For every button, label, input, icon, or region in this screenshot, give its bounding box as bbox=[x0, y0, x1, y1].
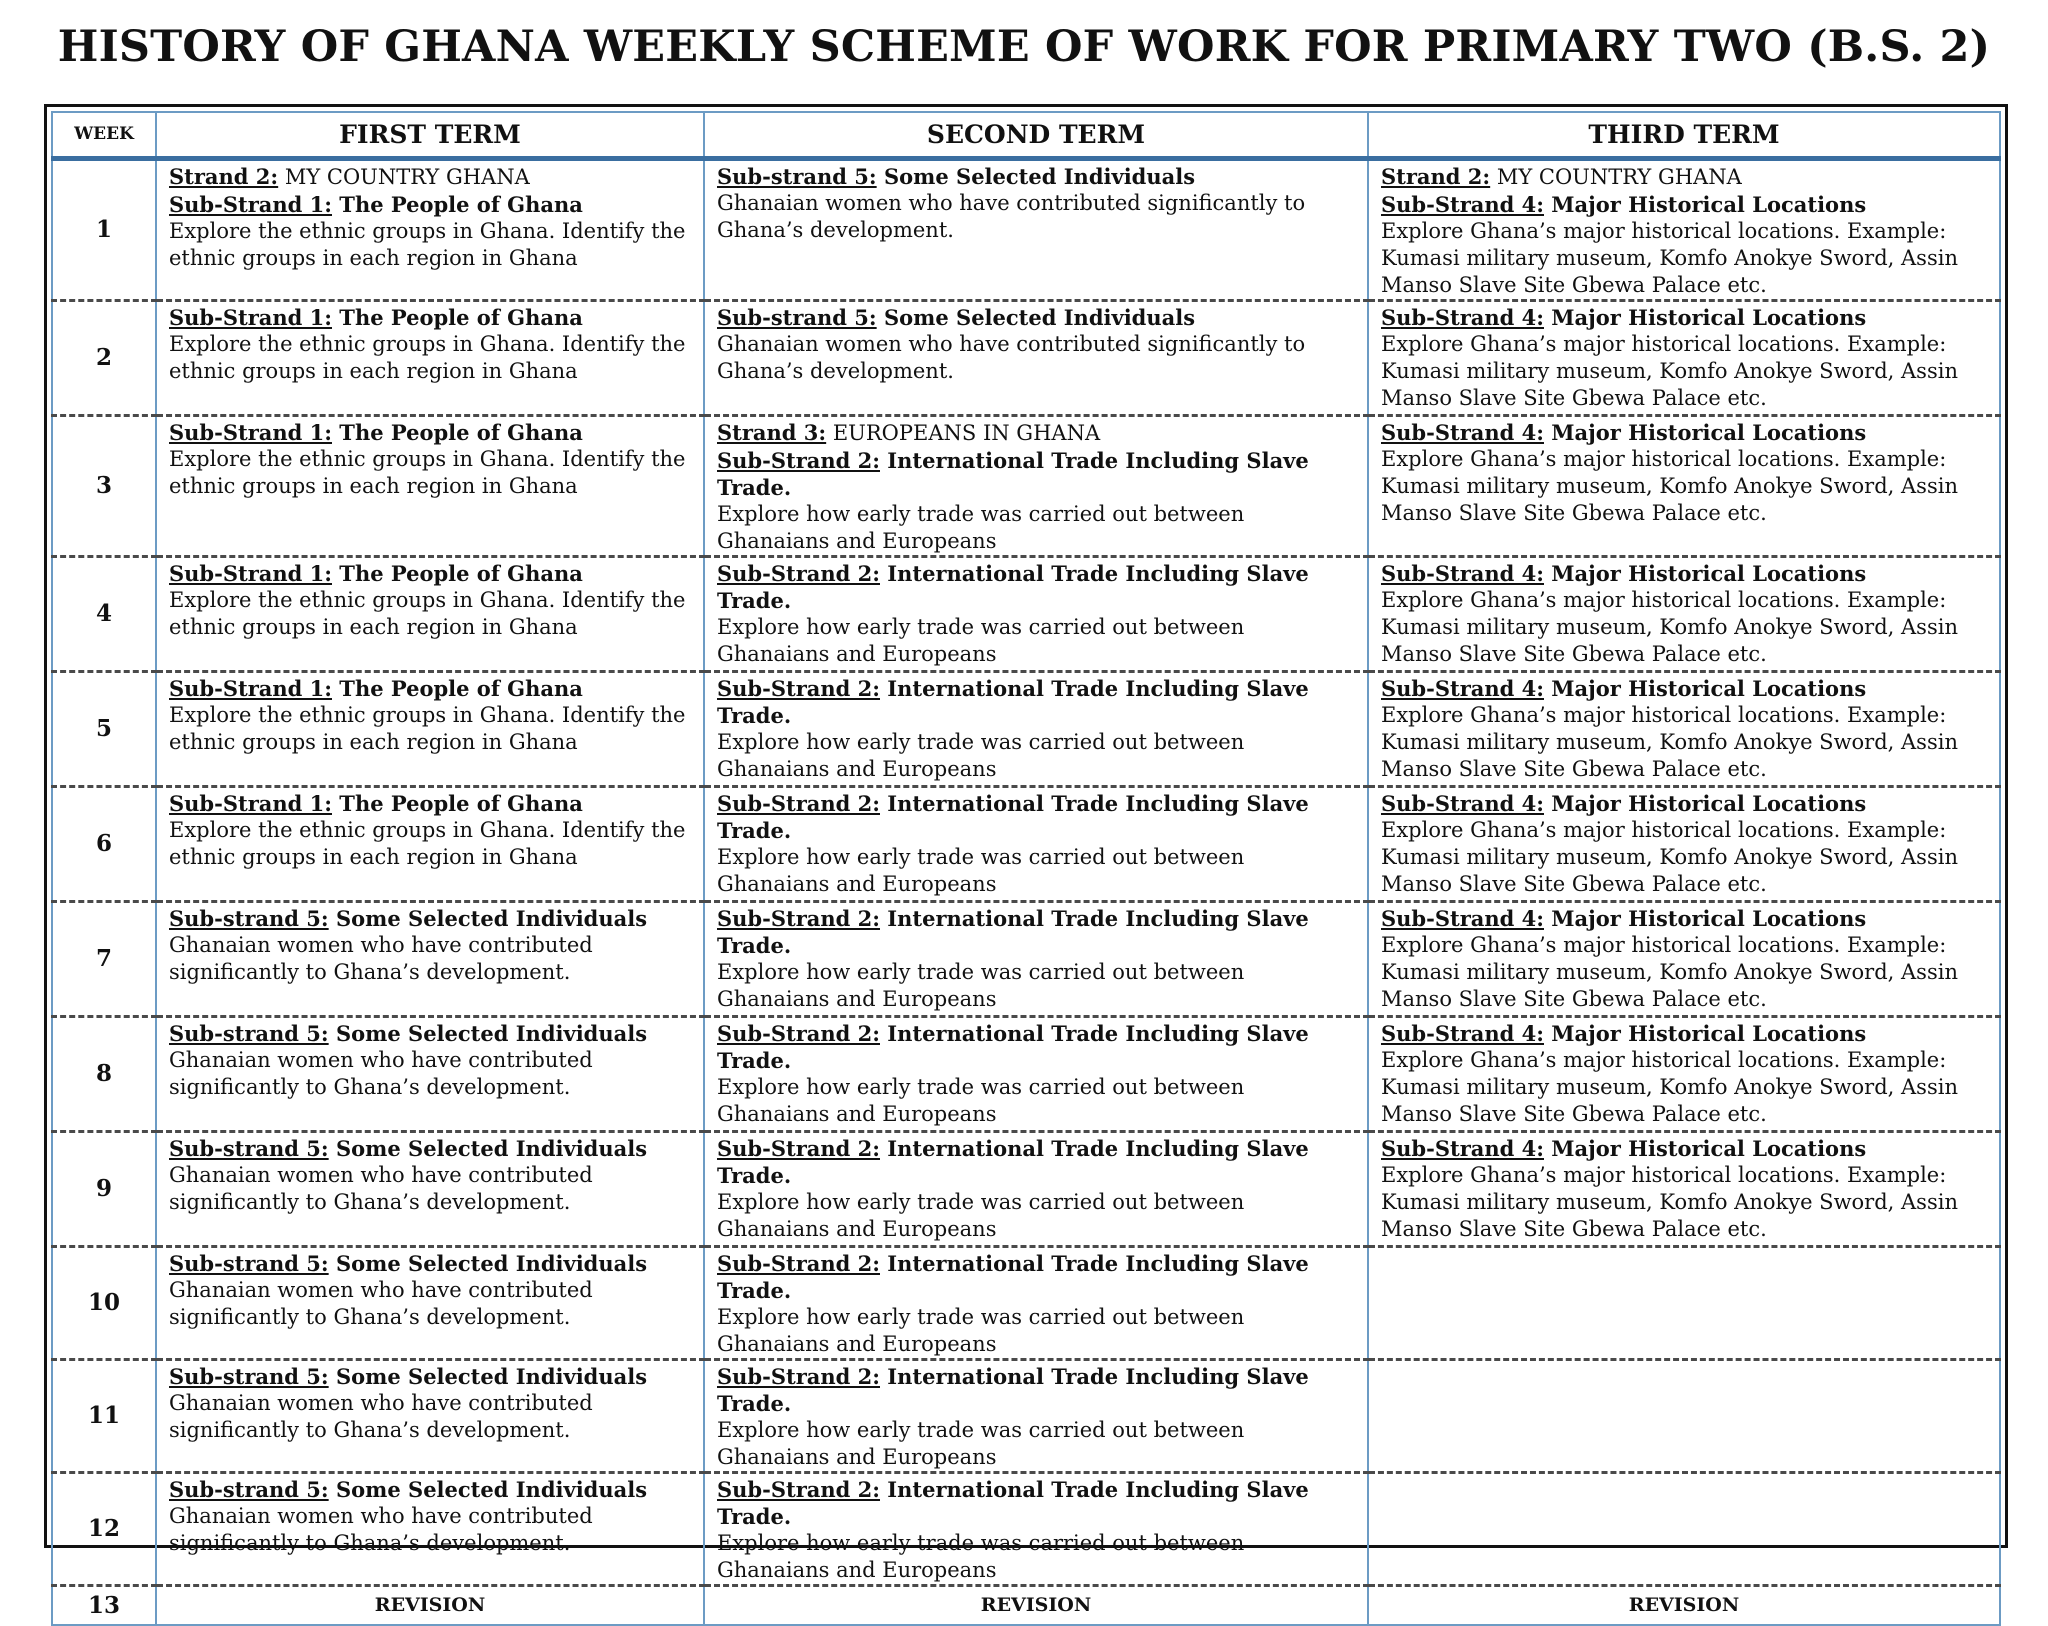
week-number: 5 bbox=[52, 671, 156, 786]
strand-heading bbox=[717, 304, 1357, 331]
strand-title: Some Selected Individuals bbox=[328, 1135, 648, 1161]
strand-heading bbox=[717, 1250, 1357, 1304]
strand-heading bbox=[169, 1363, 693, 1390]
third-term-cell bbox=[1368, 786, 2000, 901]
second-term-cell bbox=[704, 901, 1368, 1016]
strand-label: Sub-strand 5: bbox=[169, 1020, 329, 1046]
cell-content bbox=[1381, 1135, 1989, 1243]
week-number: 10 bbox=[52, 1246, 156, 1359]
first-term-cell bbox=[156, 158, 704, 300]
header-week: WEEK bbox=[52, 112, 156, 158]
objective-text: Ghanaian women who have contributed significantly to Ghana’s development. bbox=[169, 1047, 593, 1099]
objective-text: Explore how early trade was carried out between Ghanaians and Europeans bbox=[717, 614, 1245, 666]
strand-heading bbox=[169, 675, 693, 702]
strand-heading bbox=[717, 1363, 1357, 1417]
revision-first-term: REVISION bbox=[156, 1585, 704, 1625]
objective-text: Ghanaian women who have contributed significantly to Ghana’s development. bbox=[169, 1162, 593, 1214]
strand-label: Sub-strand 5: bbox=[169, 905, 329, 931]
strand-heading bbox=[717, 1135, 1357, 1189]
objective-text: Ghanaian women who have contributed significantly to Ghana’s development. bbox=[169, 932, 593, 984]
third-term-cell bbox=[1368, 1472, 2000, 1585]
week-number: 3 bbox=[52, 415, 156, 556]
cell-content bbox=[717, 1020, 1357, 1128]
objective-text: Explore Ghana’s major historical locations. Example: Kumasi military museum, Komfo Anokye Sword, Assin Manso Slave Site Gbewa Palace etc. bbox=[1381, 932, 1958, 1011]
strand-title: Some Selected Individuals bbox=[876, 304, 1196, 330]
strand-title: International Trade Including Slave Trade. bbox=[717, 1250, 1309, 1303]
cell-content bbox=[169, 1135, 693, 1216]
strand-heading bbox=[1381, 163, 1989, 191]
strand-heading bbox=[717, 675, 1357, 729]
table-row bbox=[52, 1472, 2000, 1585]
third-term-cell bbox=[1368, 1246, 2000, 1359]
week-number: 7 bbox=[52, 901, 156, 1016]
strand-label: Sub-Strand 2: bbox=[717, 1135, 880, 1161]
second-term-cell bbox=[704, 300, 1368, 415]
week-number: 6 bbox=[52, 786, 156, 901]
first-term-cell bbox=[156, 1359, 704, 1472]
objective-text: Explore how early trade was carried out between Ghanaians and Europeans bbox=[717, 844, 1245, 896]
objective-text: Explore how early trade was carried out between Ghanaians and Europeans bbox=[717, 1189, 1245, 1241]
cell-content bbox=[1381, 163, 1989, 299]
strand-title: International Trade Including Slave Trade. bbox=[717, 1476, 1309, 1529]
first-term-cell bbox=[156, 901, 704, 1016]
strand-label: Sub-Strand 1: bbox=[169, 191, 332, 217]
strand-title: Some Selected Individuals bbox=[328, 1250, 648, 1276]
header-second-term: SECOND TERM bbox=[704, 112, 1368, 158]
strand-title: MY COUNTRY GHANA bbox=[1490, 164, 1742, 189]
strand-label: Sub-Strand 2: bbox=[717, 447, 880, 473]
strand-label: Sub-Strand 2: bbox=[717, 1250, 880, 1276]
strand-title: Major Historical Locations bbox=[1544, 1135, 1867, 1161]
table-row bbox=[52, 1016, 2000, 1131]
cell-content bbox=[169, 790, 693, 871]
cell-content bbox=[717, 1135, 1357, 1243]
cell-content bbox=[717, 675, 1357, 783]
objective-text: Ghanaian women who have contributed significantly to Ghana’s development. bbox=[717, 190, 1306, 242]
cell-content bbox=[1381, 419, 1989, 527]
header-first-term: FIRST TERM bbox=[156, 112, 704, 158]
strand-heading bbox=[1381, 560, 1989, 587]
scheme-table-frame bbox=[44, 104, 2008, 1619]
objective-text: Explore how early trade was carried out between Ghanaians and Europeans bbox=[717, 959, 1245, 1011]
strand-title: The People of Ghana bbox=[332, 191, 583, 217]
week-number: 2 bbox=[52, 300, 156, 415]
strand-heading bbox=[1381, 1020, 1989, 1047]
strand-heading bbox=[717, 447, 1357, 501]
objective-text: Explore Ghana’s major historical locations. Example: Kumasi military museum, Komfo Anokye Sword, Assin Manso Slave Site Gbewa Palace etc. bbox=[1381, 587, 1958, 666]
strand-heading bbox=[717, 1020, 1357, 1074]
strand-label: Strand 3: bbox=[717, 419, 827, 445]
strand-label: Sub-Strand 4: bbox=[1381, 1135, 1544, 1161]
strand-heading bbox=[717, 163, 1357, 190]
objective-text: Explore Ghana’s major historical locations. Example: Kumasi military museum, Komfo Anokye Sword, Assin Manso Slave Site Gbewa Palace etc. bbox=[1381, 817, 1958, 896]
table-row bbox=[52, 1246, 2000, 1359]
third-term-cell bbox=[1368, 1016, 2000, 1131]
third-term-cell bbox=[1368, 671, 2000, 786]
strand-heading bbox=[169, 304, 693, 331]
strand-title: The People of Ghana bbox=[332, 304, 583, 330]
strand-title: Some Selected Individuals bbox=[328, 1363, 648, 1389]
objective-text: Explore the ethnic groups in Ghana. Identify the ethnic groups in each region in Ghana bbox=[169, 331, 686, 383]
strand-title: EUROPEANS IN GHANA bbox=[826, 420, 1101, 445]
strand-title: MY COUNTRY GHANA bbox=[278, 164, 530, 189]
strand-heading bbox=[169, 419, 693, 446]
cell-content bbox=[717, 1250, 1357, 1358]
table-row bbox=[52, 1131, 2000, 1246]
third-term-cell bbox=[1368, 556, 2000, 671]
strand-label: Sub-Strand 1: bbox=[169, 304, 332, 330]
week-number: 11 bbox=[52, 1359, 156, 1472]
strand-title: Major Historical Locations bbox=[1544, 905, 1867, 931]
second-term-cell bbox=[704, 1016, 1368, 1131]
strand-title: Some Selected Individuals bbox=[876, 163, 1196, 189]
strand-heading bbox=[717, 560, 1357, 614]
first-term-cell bbox=[156, 1246, 704, 1359]
strand-heading bbox=[717, 419, 1357, 447]
cell-content bbox=[1381, 905, 1989, 1013]
week-number: 12 bbox=[52, 1472, 156, 1585]
objective-text: Explore how early trade was carried out between Ghanaians and Europeans bbox=[717, 1417, 1245, 1469]
strand-title: International Trade Including Slave Trade. bbox=[717, 1135, 1309, 1188]
strand-heading bbox=[1381, 419, 1989, 446]
cell-content bbox=[1381, 304, 1989, 412]
first-term-cell bbox=[156, 415, 704, 556]
objective-text: Ghanaian women who have contributed significantly to Ghana’s development. bbox=[169, 1390, 593, 1442]
strand-heading bbox=[169, 163, 693, 191]
strand-label: Sub-Strand 4: bbox=[1381, 790, 1544, 816]
cell-content bbox=[169, 1020, 693, 1101]
cell-content bbox=[169, 163, 693, 272]
strand-label: Sub-strand 5: bbox=[169, 1250, 329, 1276]
third-term-cell bbox=[1368, 1359, 2000, 1472]
strand-title: The People of Ghana bbox=[332, 419, 583, 445]
strand-heading bbox=[717, 905, 1357, 959]
cell-content bbox=[1381, 790, 1989, 898]
strand-title: Major Historical Locations bbox=[1544, 1020, 1867, 1046]
strand-heading bbox=[1381, 191, 1989, 218]
strand-label: Sub-Strand 4: bbox=[1381, 191, 1544, 217]
cell-content bbox=[717, 419, 1357, 555]
strand-title: The People of Ghana bbox=[332, 675, 583, 701]
cell-content bbox=[169, 675, 693, 756]
strand-label: Sub-Strand 4: bbox=[1381, 675, 1544, 701]
second-term-cell bbox=[704, 1359, 1368, 1472]
objective-text: Explore Ghana’s major historical locations. Example: Kumasi military museum, Komfo Anokye Sword, Assin Manso Slave Site Gbewa Palace etc. bbox=[1381, 702, 1958, 781]
strand-label: Strand 2: bbox=[1381, 163, 1491, 189]
first-term-cell bbox=[156, 1131, 704, 1246]
second-term-cell bbox=[704, 415, 1368, 556]
table-row bbox=[52, 671, 2000, 786]
strand-label: Sub-Strand 2: bbox=[717, 1020, 880, 1046]
third-term-cell bbox=[1368, 1131, 2000, 1246]
strand-title: Major Historical Locations bbox=[1544, 304, 1867, 330]
strand-heading bbox=[169, 560, 693, 587]
strand-title: The People of Ghana bbox=[332, 790, 583, 816]
strand-label: Sub-Strand 2: bbox=[717, 1476, 880, 1502]
strand-title: International Trade Including Slave Trade. bbox=[717, 447, 1309, 500]
objective-text: Explore Ghana’s major historical locations. Example: Kumasi military museum, Komfo Anokye Sword, Assin Manso Slave Site Gbewa Palace etc. bbox=[1381, 446, 1958, 525]
table-row bbox=[52, 158, 2000, 300]
objective-text: Ghanaian women who have contributed significantly to Ghana’s development. bbox=[717, 331, 1306, 383]
cell-content bbox=[717, 163, 1357, 244]
first-term-cell bbox=[156, 1472, 704, 1585]
second-term-cell bbox=[704, 1472, 1368, 1585]
strand-label: Sub-Strand 1: bbox=[169, 790, 332, 816]
strand-label: Strand 2: bbox=[169, 163, 279, 189]
second-term-cell bbox=[704, 671, 1368, 786]
week-number: 8 bbox=[52, 1016, 156, 1131]
strand-heading bbox=[1381, 304, 1989, 331]
strand-title: Some Selected Individuals bbox=[328, 905, 648, 931]
strand-label: Sub-Strand 4: bbox=[1381, 1020, 1544, 1046]
strand-label: Sub-Strand 1: bbox=[169, 419, 332, 445]
strand-heading bbox=[1381, 905, 1989, 932]
cell-content bbox=[169, 560, 693, 641]
strand-heading bbox=[1381, 1135, 1989, 1162]
objective-text: Explore how early trade was carried out between Ghanaians and Europeans bbox=[717, 729, 1245, 781]
cell-content bbox=[169, 1250, 693, 1331]
objective-text: Explore Ghana’s major historical locations. Example: Kumasi military museum, Komfo Anokye Sword, Assin Manso Slave Site Gbewa Palace etc. bbox=[1381, 331, 1958, 410]
strand-label: Sub-Strand 4: bbox=[1381, 560, 1544, 586]
cell-content bbox=[1381, 560, 1989, 668]
third-term-cell bbox=[1368, 158, 2000, 300]
strand-title: Some Selected Individuals bbox=[328, 1476, 648, 1502]
table-row bbox=[52, 556, 2000, 671]
cell-content bbox=[169, 1363, 693, 1444]
strand-label: Sub-strand 5: bbox=[169, 1363, 329, 1389]
header-third-term: THIRD TERM bbox=[1368, 112, 2000, 158]
scheme-table bbox=[51, 111, 2001, 1626]
objective-text: Explore Ghana’s major historical locations. Example: Kumasi military museum, Komfo Anokye Sword, Assin Manso Slave Site Gbewa Palace etc. bbox=[1381, 218, 1958, 297]
first-term-cell bbox=[156, 556, 704, 671]
strand-label: Sub-Strand 2: bbox=[717, 905, 880, 931]
cell-content bbox=[717, 790, 1357, 898]
table-row bbox=[52, 1359, 2000, 1472]
week-number: 13 bbox=[52, 1585, 156, 1625]
strand-label: Sub-Strand 2: bbox=[717, 560, 880, 586]
objective-text: Explore the ethnic groups in Ghana. Identify the ethnic groups in each region in Ghana bbox=[169, 218, 686, 270]
table-body bbox=[52, 158, 2000, 1625]
objective-text: Explore the ethnic groups in Ghana. Identify the ethnic groups in each region in Ghana bbox=[169, 817, 686, 869]
strand-title: Major Historical Locations bbox=[1544, 790, 1867, 816]
revision-third-term: REVISION bbox=[1368, 1585, 2000, 1625]
cell-content bbox=[169, 1476, 693, 1557]
table-row bbox=[52, 901, 2000, 1016]
cell-content bbox=[169, 905, 693, 986]
third-term-cell bbox=[1368, 415, 2000, 556]
cell-content bbox=[169, 304, 693, 385]
strand-title: Major Historical Locations bbox=[1544, 419, 1867, 445]
strand-title: International Trade Including Slave Trade. bbox=[717, 1363, 1309, 1416]
strand-label: Sub-Strand 2: bbox=[717, 1363, 880, 1389]
second-term-cell bbox=[704, 158, 1368, 300]
cell-content bbox=[717, 304, 1357, 385]
strand-label: Sub-strand 5: bbox=[169, 1476, 329, 1502]
objective-text: Explore how early trade was carried out between Ghanaians and Europeans bbox=[717, 1530, 1245, 1582]
page-title: HISTORY OF GHANA WEEKLY SCHEME OF WORK FOR PRIMARY TWO (B.S. 2) bbox=[57, 22, 1991, 72]
cell-content bbox=[717, 560, 1357, 668]
strand-label: Sub-Strand 4: bbox=[1381, 304, 1544, 330]
strand-heading bbox=[169, 1135, 693, 1162]
strand-title: International Trade Including Slave Trade. bbox=[717, 675, 1309, 728]
second-term-cell bbox=[704, 556, 1368, 671]
objective-text: Explore Ghana’s major historical locations. Example: Kumasi military museum, Komfo Anokye Sword, Assin Manso Slave Site Gbewa Palace etc. bbox=[1381, 1162, 1958, 1241]
cell-content bbox=[1381, 1020, 1989, 1128]
strand-heading bbox=[169, 1020, 693, 1047]
header-row bbox=[52, 112, 2000, 158]
strand-heading bbox=[169, 1250, 693, 1277]
strand-title: International Trade Including Slave Trade. bbox=[717, 790, 1309, 843]
strand-heading bbox=[717, 1476, 1357, 1530]
strand-label: Sub-Strand 1: bbox=[169, 560, 332, 586]
table-row bbox=[52, 415, 2000, 556]
strand-heading bbox=[1381, 675, 1989, 702]
strand-label: Sub-Strand 1: bbox=[169, 675, 332, 701]
strand-title: Major Historical Locations bbox=[1544, 560, 1867, 586]
objective-text: Explore Ghana’s major historical locations. Example: Kumasi military museum, Komfo Anokye Sword, Assin Manso Slave Site Gbewa Palace etc. bbox=[1381, 1047, 1958, 1126]
third-term-cell bbox=[1368, 300, 2000, 415]
strand-title: International Trade Including Slave Trade. bbox=[717, 905, 1309, 958]
cell-content bbox=[717, 905, 1357, 1013]
cell-content bbox=[717, 1363, 1357, 1471]
revision-row bbox=[52, 1585, 2000, 1625]
third-term-cell bbox=[1368, 901, 2000, 1016]
table-row bbox=[52, 786, 2000, 901]
objective-text: Ghanaian women who have contributed significantly to Ghana’s development. bbox=[169, 1277, 593, 1329]
objective-text: Explore the ethnic groups in Ghana. Identify the ethnic groups in each region in Ghana bbox=[169, 587, 686, 639]
revision-second-term: REVISION bbox=[704, 1585, 1368, 1625]
strand-title: International Trade Including Slave Trade. bbox=[717, 560, 1309, 613]
strand-title: The People of Ghana bbox=[332, 560, 583, 586]
table-row bbox=[52, 300, 2000, 415]
second-term-cell bbox=[704, 786, 1368, 901]
strand-label: Sub-strand 5: bbox=[717, 304, 877, 330]
second-term-cell bbox=[704, 1131, 1368, 1246]
strand-title: International Trade Including Slave Trade. bbox=[717, 1020, 1309, 1073]
strand-title: Major Historical Locations bbox=[1544, 191, 1867, 217]
cell-content bbox=[169, 419, 693, 500]
strand-title: Major Historical Locations bbox=[1544, 675, 1867, 701]
cell-content bbox=[717, 1476, 1357, 1584]
strand-heading bbox=[717, 790, 1357, 844]
week-number: 1 bbox=[52, 158, 156, 300]
strand-heading bbox=[1381, 790, 1989, 817]
strand-heading bbox=[169, 905, 693, 932]
first-term-cell bbox=[156, 671, 704, 786]
cell-content bbox=[1381, 675, 1989, 783]
strand-heading bbox=[169, 191, 693, 218]
strand-label: Sub-strand 5: bbox=[717, 163, 877, 189]
strand-heading bbox=[169, 1476, 693, 1503]
strand-label: Sub-strand 5: bbox=[169, 1135, 329, 1161]
first-term-cell bbox=[156, 300, 704, 415]
strand-title: Some Selected Individuals bbox=[328, 1020, 648, 1046]
week-number: 9 bbox=[52, 1131, 156, 1246]
objective-text: Explore how early trade was carried out between Ghanaians and Europeans bbox=[717, 1304, 1245, 1356]
objective-text: Explore the ethnic groups in Ghana. Identify the ethnic groups in each region in Ghana bbox=[169, 702, 686, 754]
second-term-cell bbox=[704, 1246, 1368, 1359]
strand-label: Sub-Strand 4: bbox=[1381, 419, 1544, 445]
objective-text: Ghanaian women who have contributed significantly to Ghana’s development. bbox=[169, 1503, 593, 1555]
objective-text: Explore the ethnic groups in Ghana. Identify the ethnic groups in each region in Ghana bbox=[169, 446, 686, 498]
first-term-cell bbox=[156, 786, 704, 901]
strand-label: Sub-Strand 4: bbox=[1381, 905, 1544, 931]
objective-text: Explore how early trade was carried out between Ghanaians and Europeans bbox=[717, 1074, 1245, 1126]
strand-heading bbox=[169, 790, 693, 817]
week-number: 4 bbox=[52, 556, 156, 671]
objective-text: Explore how early trade was carried out between Ghanaians and Europeans bbox=[717, 501, 1245, 553]
strand-label: Sub-Strand 2: bbox=[717, 790, 880, 816]
strand-label: Sub-Strand 2: bbox=[717, 675, 880, 701]
first-term-cell bbox=[156, 1016, 704, 1131]
